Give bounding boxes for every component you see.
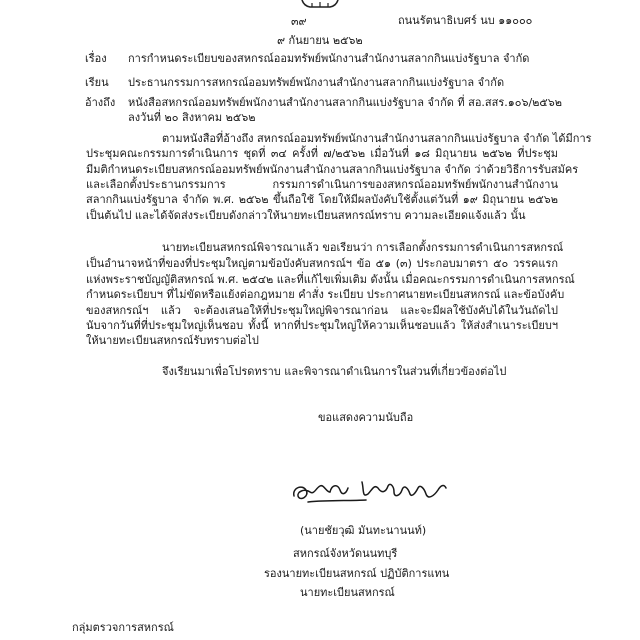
reference-label: อ้างถึง	[85, 96, 116, 109]
handwritten-signature	[288, 470, 468, 510]
paragraph-line: ตามหนังสือที่อ้างถึง สหกรณ์ออมทรัพย์พนักงานสำนักงานสลากกินแบ่งรัฐบาล จำกัด ได้มีการ	[162, 132, 592, 145]
paragraph-line: เป็นต้นไป และได้จัดส่งระเบียบดังกล่าวให้นายทะเบียนสหกรณ์ทราบ ความละเอียดแจ้งแล้ว นั้น	[86, 209, 526, 222]
closing-regards: ขอแสดงความนับถือ	[318, 411, 414, 424]
subject-text: การกำหนดระเบียบของสหกรณ์ออมทรัพย์พนักงานสำนักงานสลากกินแบ่งรัฐบาล จำกัด	[128, 52, 530, 65]
closing-paragraph: จึงเรียนมาเพื่อโปรดทราบ และพิจารณาดำเนินการในส่วนที่เกี่ยวข้องต่อไป	[162, 365, 507, 378]
paragraph-line: แห่งพระราชบัญญัติสหกรณ์ พ.ศ. ๒๕๔๒ และที่แก้ไขเพิ่มเติม ดังนั้น เมื่อคณะกรรมการดำเนินการสหกรณ์	[86, 273, 575, 286]
document-date: ๙ กันยายน ๒๕๖๒	[277, 34, 363, 47]
subject-label: เรื่อง	[85, 52, 107, 65]
paragraph-line: นับจากวันที่ที่ประชุมใหญ่เห็นชอบ ทั้งนี้ หากที่ประชุมใหญ่ให้ความเห็นชอบแล้ว ให้ส่งสำเนาระเบียบฯ	[86, 319, 558, 332]
paragraph-line: ให้นายทะเบียนสหกรณ์รับทราบต่อไป	[86, 334, 259, 347]
paragraph-line: กำหนดระเบียบฯ ที่ไม่ขัดหรือแย้งต่อกฎหมาย คำสั่ง ระเบียบ ประกาศนายทะเบียนสหกรณ์ และข้อบังคับ	[86, 288, 565, 301]
reference-line: หนังสือสหกรณ์ออมทรัพย์พนักงานสำนักงานสลากกินแบ่งรัฐบาล จำกัด ที่ สอ.สสร.๑๐๖/๒๕๖๒	[128, 96, 562, 109]
department-name: กลุ่มตรวจการสหกรณ์	[72, 621, 174, 634]
paragraph-line: ประชุมคณะกรรมการดำเนินการ ชุดที่ ๓๔ ครั้งที่ ๗/๒๕๖๒ เมื่อวันที่ ๑๘ มิถุนายน ๒๕๖๒ ที่ประชุม	[86, 147, 558, 160]
agency-address: ถนนรัตนาธิเบศร์ นบ ๑๑๐๐๐	[398, 14, 533, 27]
signer-position: สหกรณ์จังหวัดนนทบุรี	[293, 547, 398, 560]
emblem-icon	[298, 0, 342, 10]
paragraph-line: และเลือกตั้งประธานกรรมการ กรรมการดำเนินการของสหกรณ์ออมทรัพย์พนักงานสำนักงาน	[86, 178, 558, 191]
signer-position: นายทะเบียนสหกรณ์	[300, 586, 395, 599]
signer-position: รองนายทะเบียนสหกรณ์ ปฏิบัติการแทน	[264, 567, 450, 580]
paragraph-line: ของสหกรณ์ฯ แล้ว จะต้องเสนอให้ที่ประชุมใหญ่พิจารณาก่อน และจะมีผลใช้บังคับได้ในวันถัดไป	[86, 304, 558, 317]
paragraph-line: มีมติกำหนดระเบียบสหกรณ์ออมทรัพย์พนักงานสำนักงานสลากกินแบ่งรัฐบาล จำกัด ว่าด้วยวิธีการรับสมัคร	[86, 163, 579, 176]
paragraph-line: นายทะเบียนสหกรณ์พิจารณาแล้ว ขอเรียนว่า การเลือกตั้งกรรมการดำเนินการสหกรณ์	[162, 241, 564, 254]
paragraph-line: เป็นอำนาจหน้าที่ของที่ประชุมใหญ่ตามข้อบังคับสหกรณ์ฯ ข้อ ๕๑ (๓) ประกอบมาตรา ๕๐ วรรคแรก	[86, 257, 558, 270]
paragraph-line: สลากกินแบ่งรัฐบาล จำกัด พ.ศ. ๒๕๖๒ ขึ้นถือใช้ โดยให้มีผลบังคับใช้ตั้งแต่วันที่ ๑๙ มิถุนายน ๒๕๖๒	[86, 193, 558, 206]
to-text: ประธานกรรมการสหกรณ์ออมทรัพย์พนักงานสำนักงานสลากกินแบ่งรัฐบาล จำกัด	[128, 76, 505, 89]
reference-line: ลงวันที่ ๒๐ สิงหาคม ๒๕๖๒	[128, 111, 256, 124]
signer-name: (นายชัยวุฒิ มันทะนานนท์)	[300, 524, 427, 537]
document-number: ๓๙	[291, 15, 307, 28]
to-label: เรียน	[85, 76, 109, 89]
